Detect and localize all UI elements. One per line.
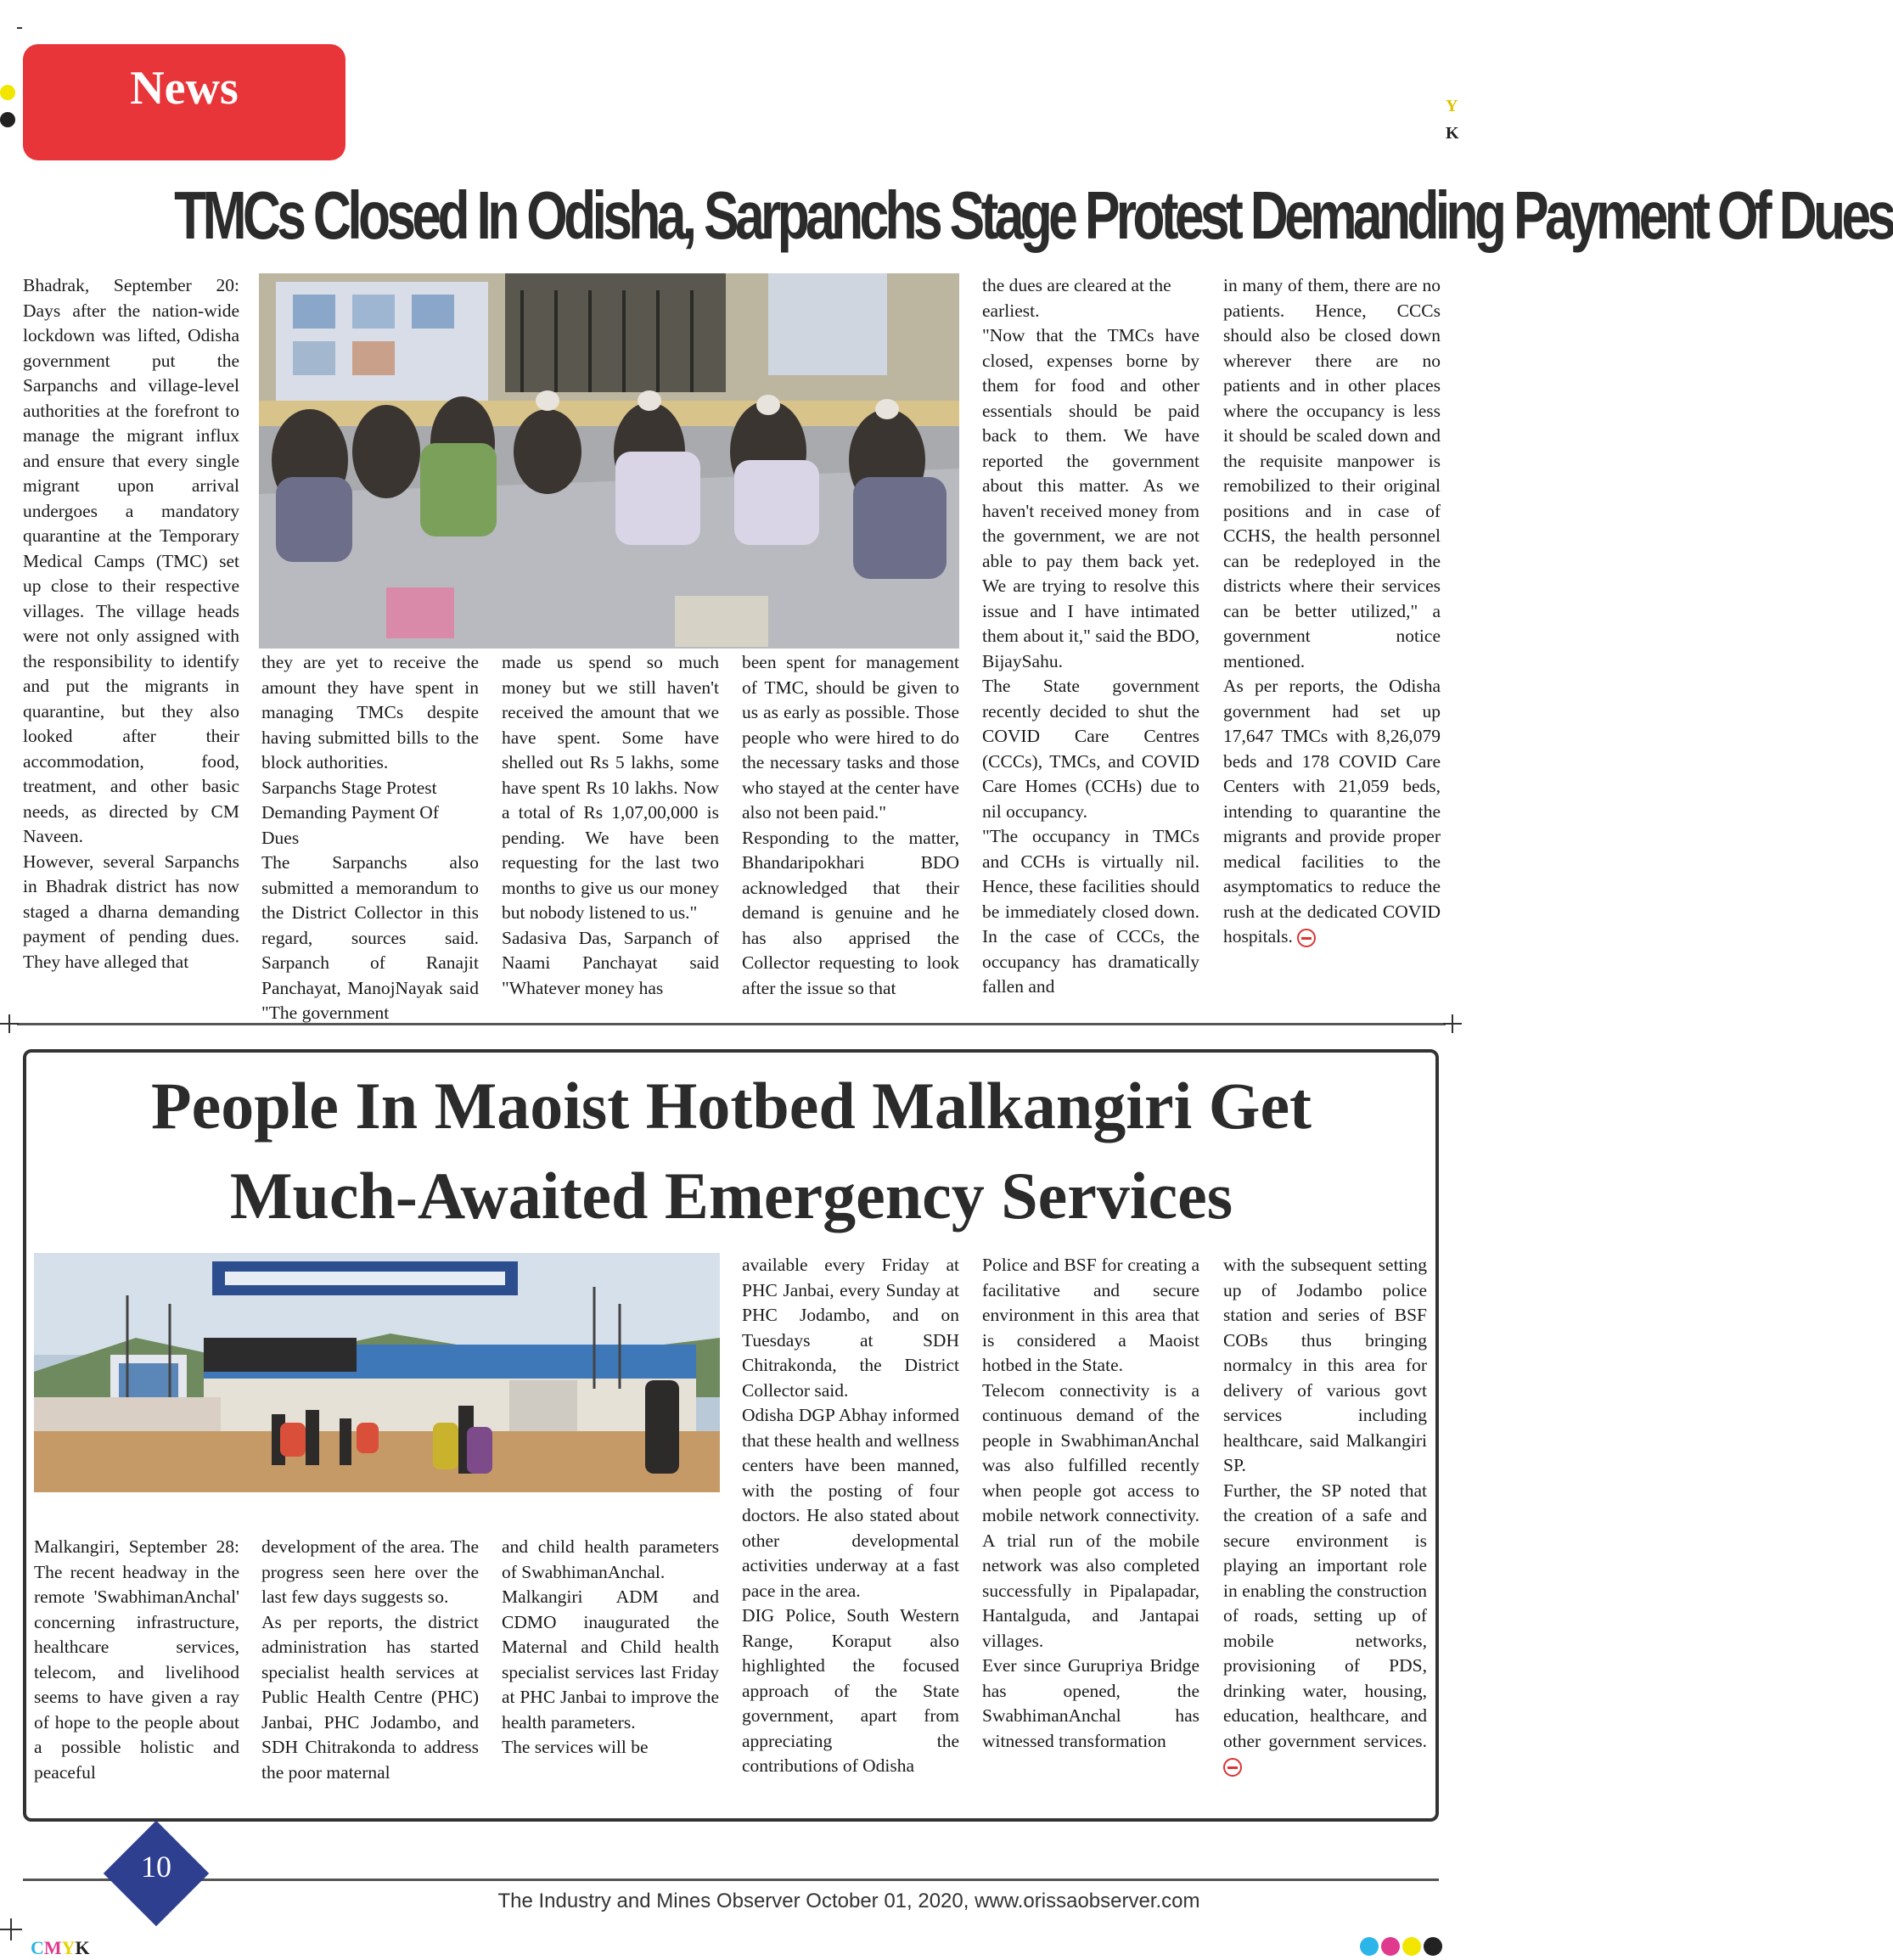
- article1-column-4: [742, 650, 959, 1025]
- crosshair-right-icon: [1443, 1014, 1462, 1033]
- registration-dot-cyan: [1360, 1937, 1379, 1956]
- registration-dot-yellow: [0, 85, 15, 100]
- article2-column-2: [261, 1535, 479, 1811]
- article1-column-3: [502, 650, 719, 1025]
- registration-dot-black-2: [1424, 1937, 1442, 1956]
- end-mark-icon: [1297, 929, 1316, 947]
- article2-col5-para2: Telecom connectivity is a continuous demand of the people in SwabhimanAnchal was also fulfilled recently when people got access to mobile network connectivity. A trial run of the mobile network was also completed successfully in Pipalapadar, Hantalguda, and Jantapai villages.: [982, 1379, 1199, 1651]
- article1-col5-para3: The State government recently decided to shut the COVID Care Centres (CCCs), TMCs, and COVID Care Homes (CCHs) due to nil occupancy.: [982, 676, 1199, 822]
- article2-col2-para2: As per reports, the district administration has started specialist health services at Public Health Centre (PHC) Janbai, PHC Jodambo, and SDH Chitrakonda to address the poor maternal: [261, 1611, 479, 1783]
- article2-col3-para3: The services will be: [502, 1737, 649, 1757]
- article1-col2-para1: they are yet to receive the amount they have spent in managing TMCs despite having submitted bills to the block authorities.: [261, 652, 479, 772]
- article1-col1-para2: However, several Sarpanchs in Bhadrak district has now staged a dharna demanding payment of pending dues. They have alleged that: [23, 851, 239, 972]
- color-mark-cmyk: [31, 1937, 90, 1959]
- crop-mark-top-left: [17, 27, 22, 29]
- article2-column-1: [34, 1535, 239, 1811]
- article1-col1-para1: Bhadrak, September 20: Days after the nation-wide lockdown was lifted, Odisha government put the Sarpanchs and village-level authorities at the forefront to manage the migrant influx and ensure that every single migrant upon arrival undergoes a mandatory quarantine at the Temporary Medical Camps (TMC) set up close to their respective villages. The village heads were not only assigned with the responsibility to identify and put the migrants in quarantine, but they also looked after their accommodation, food, treatment, and other basic needs, as directed by CM Naveen.: [23, 275, 239, 846]
- registration-dot-yellow-2: [1402, 1937, 1421, 1956]
- article-divider: [17, 1023, 1446, 1025]
- article2-col6-para2: [1223, 1479, 1427, 1779]
- article1-col6-para1: in many of them, there are no patients. Hence, CCCs should also be closed down wherever there are no patients and in other places where the occupancy is less it should be scaled down and the requisite manpower is remobilized to their original positions and in case of CCHS, the health personnel can be redeployed in the districts where their services can be better utilized," a government notice mentioned.: [1223, 275, 1441, 671]
- article2-col4-para3: DIG Police, South Western Range, Koraput also highlighted the focused approach of the State government, apart from appreciating the contributions of Odisha: [742, 1605, 959, 1776]
- article2-col2-para1: development of the area. The progress seen here over the last few days suggests so.: [261, 1536, 479, 1607]
- article2-column-6: [1223, 1253, 1427, 1811]
- section-label-text: News: [130, 61, 239, 115]
- article2-col3-para2: Malkangiri ADM and CDMO inaugurated the Maternal and Child health specialist services last Friday at PHC Janbai to improve the health parameters.: [502, 1587, 719, 1733]
- article1-col3-para1: made us spend so much money but we still haven't received the amount that we have spent. Some have shelled out Rs 5 lakhs, some have spent Rs 10 lakhs. Now a total of Rs 1,07,00,000 is pending. We have been requesting for the last two months to give us our money but nobody listened to us.": [502, 652, 719, 923]
- article2-col5-para3: Ever since Gurupriya Bridge has opened, the SwabhimanAnchal has witnessed transformation: [982, 1655, 1199, 1751]
- color-mark-k2: K: [75, 1937, 90, 1958]
- article1-column-2: [261, 650, 479, 1025]
- footer-publication-line: The Industry and Mines Observer October 01, 2020, www.orissaobserver.com: [497, 1890, 1200, 1912]
- color-mark-y2: Y: [61, 1937, 76, 1958]
- color-mark-m: M: [43, 1937, 62, 1958]
- article1-column-5: [982, 273, 1199, 1025]
- article2-col6-para1: with the subsequent setting up of Jodambo police station and series of BSF COBs thus bringing normalcy in this area for delivery of various govt services including healthcare, said Malkangiri SP.: [1223, 1255, 1427, 1475]
- registration-dot-black: [0, 112, 15, 127]
- article1-col6-para2-text: As per reports, the Odisha government had set up 17,647 TMCs with 8,26,079 beds and 178 COVID Care Centers with 21,059 beds, intending to quarantine the migrants and provide proper medical facilities to the asymptomatics to reduce the rush at the dedicated COVID hospitals.: [1223, 676, 1441, 946]
- page-number: 10: [141, 1850, 171, 1884]
- article1-col2-para2: The Sarpanchs also submitted a memorandum to the District Collector in this regard, sources said. Sarpanch of Ranajit Panchayat, ManojNayak said "The government: [261, 852, 479, 1023]
- article1-col6-para2: [1223, 674, 1441, 950]
- article1-column-6: [1223, 273, 1441, 1025]
- registration-dot-magenta: [1381, 1937, 1400, 1956]
- color-mark-k: K: [1446, 124, 1459, 143]
- article1-photo-protest: [259, 273, 959, 649]
- article1-col5-para2: "Now that the TMCs have closed, expenses borne by them for food and other essentials should be paid back to them. We have reported the government about this matter. As we haven't received money from the government, we are not able to pay them back yet. We are trying to resolve this issue and I have intimated them about it," said the BDO, BijaySahu.: [982, 325, 1199, 671]
- article2-col1-para1: Malkangiri, September 28: The recent headway in the remote 'SwabhimanAnchal' concerning infrastructure, healthcare services, telecom, and livelihood seems to have given a ray of hope to the people about a possible holistic and peaceful: [34, 1536, 239, 1783]
- article1-col4-para1: been spent for management of TMC, should be given to us as early as possible. Those people who were hired to do the necessary tasks and those who stayed at the center have also not been paid.": [742, 652, 959, 823]
- article1-col5-para1: the dues are cleared at the earliest.: [982, 275, 1171, 321]
- article2-col5-para1: Police and BSF for creating a facilitative and secure environment in this area that is considered a Maoist hotbed in the State.: [982, 1255, 1199, 1375]
- article2-photo-health-centre: [34, 1253, 720, 1492]
- footer-rule: [23, 1879, 1439, 1881]
- crosshair-bottom-left-icon: [0, 1918, 22, 1940]
- article2-headline-line1: People In Maoist Hotbed Malkangiri Get: [150, 1069, 1312, 1143]
- article2-col4-para1: available every Friday at PHC Janbai, every Sunday at PHC Jodambo, and on Tuesdays at SDH Chitrakonda, the District Collector said.: [742, 1255, 959, 1401]
- article1-col4-para2: Responding to the matter, Bhandaripokhari BDO acknowledged that their demand is genuine and he has also apprised the Collector requesting to look after the issue so that: [742, 827, 959, 998]
- end-mark-icon: [1223, 1758, 1242, 1777]
- article2-col6-para2-text: Further, the SP noted that the creation of a safe and secure environment is playing an important role in enabling the construction of roads, setting up of mobile networks, provisioning of PDS, drinking water, housing, education, healthcare, and other government services.: [1223, 1480, 1427, 1751]
- crosshair-left-icon: [0, 1014, 19, 1033]
- article1-col2-subhead: Sarpanchs Stage Protest Demanding Payment Of Dues: [261, 777, 439, 848]
- section-label-news: [23, 44, 345, 160]
- color-mark-y: Y: [1446, 97, 1458, 115]
- article2-col4-para2: Odisha DGP Abhay informed that these health and wellness centers have been manned, with the posting of four doctors. He also stated about other developmental activities underway at a fast pace in the area.: [742, 1405, 959, 1601]
- article1-headline: TMCs Closed In Odisha, Sarpanchs Stage Protest Demanding Payment Of Dues: [174, 177, 1893, 253]
- article2-column-5: [982, 1253, 1199, 1811]
- color-mark-c: C: [31, 1937, 44, 1958]
- article2-headline-line2: Much-Awaited Emergency Services: [229, 1159, 1233, 1233]
- article1-col3-para2: Sadasiva Das, Sarpanch of Naami Panchayat said "Whatever money has: [502, 927, 719, 998]
- article2-col3-para1: and child health parameters of SwabhimanAnchal.: [502, 1536, 719, 1582]
- article1-column-1: [23, 273, 239, 1025]
- article2-column-3: [502, 1535, 719, 1811]
- article2-headline: [51, 1061, 1412, 1241]
- article2-column-4: [742, 1253, 959, 1811]
- article1-col5-para4: "The occupancy in TMCs and CCHs is virtually nil. Hence, these facilities should be immediately closed down. In the case of CCCs, the occupancy has dramatically fallen and: [982, 826, 1199, 997]
